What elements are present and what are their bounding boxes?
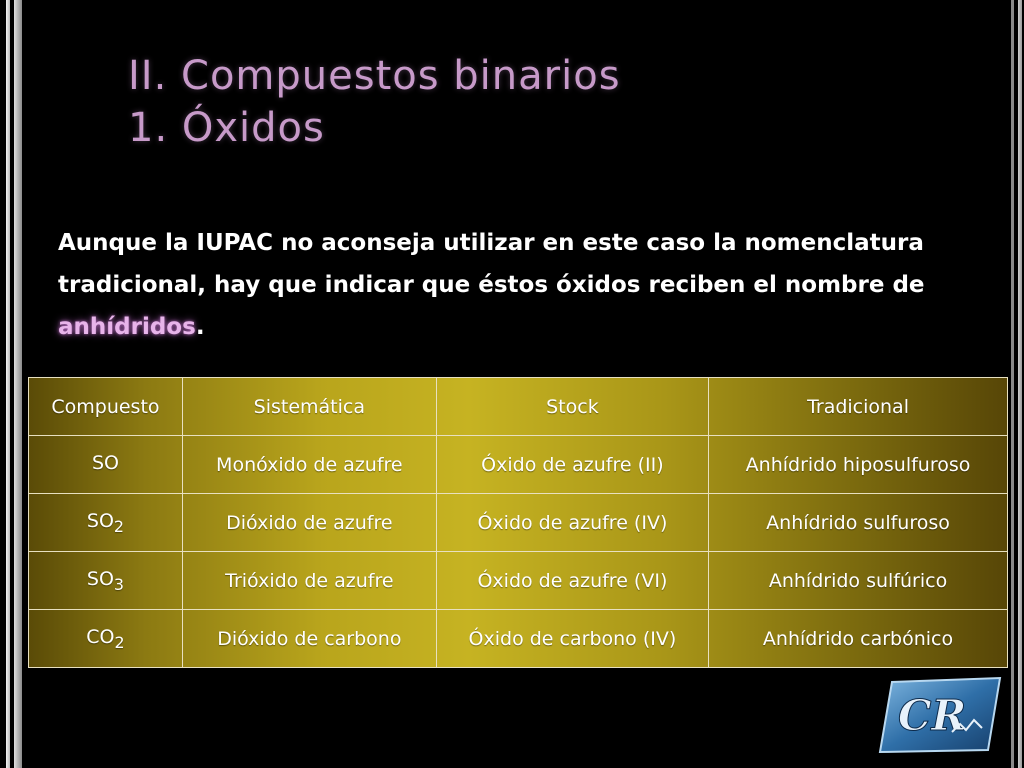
formula-subscript: 2: [114, 632, 125, 652]
right-border-line: [1011, 0, 1014, 768]
left-border-line: [14, 0, 22, 768]
body-text-start: Aunque la IUPAC no aconseja utilizar en este caso la nomenclatura tradicional, hay que indicar que éstos óxidos reciben el nombre de: [58, 230, 925, 298]
cell-sistematica: Dióxido de carbono: [182, 610, 436, 668]
highlight-term: anhídridos: [58, 314, 196, 340]
title-line-1: II. Compuestos binarios: [128, 53, 621, 99]
formula-base: SO: [91, 451, 119, 474]
cell-stock: Óxido de azufre (VI): [436, 552, 708, 610]
formula-base: CO: [86, 625, 115, 648]
formula-subscript: 3: [113, 574, 124, 594]
cell-sistematica: Monóxido de azufre: [182, 436, 436, 494]
formula-base: SO: [86, 567, 114, 590]
header-tradicional: Tradicional: [709, 378, 1008, 436]
svg-text:CR: CR: [898, 691, 967, 740]
table-row: [29, 610, 1008, 668]
formula-subscript: 2: [113, 516, 124, 536]
cell-tradicional: Anhídrido sulfúrico: [709, 552, 1008, 610]
cell-stock: Óxido de azufre (II): [436, 436, 708, 494]
left-border-line: [6, 0, 10, 768]
title-line-2: 1. Óxidos: [128, 105, 325, 151]
cell-sistematica: Dióxido de azufre: [182, 494, 436, 552]
right-border-line: [1018, 0, 1022, 768]
cell-sistematica: Trióxido de azufre: [182, 552, 436, 610]
table-header-row: [29, 378, 1008, 436]
table-row: [29, 436, 1008, 494]
cr-logo-icon: [878, 676, 1002, 754]
formula-base: SO: [86, 509, 114, 532]
header-sistematica: Sistemática: [182, 378, 436, 436]
body-paragraph: [58, 222, 958, 348]
slide-title: [128, 50, 621, 154]
cell-tradicional: Anhídrido hiposulfuroso: [709, 436, 1008, 494]
cell-tradicional: Anhídrido sulfuroso: [709, 494, 1008, 552]
cell-formula: [29, 610, 183, 668]
oxides-table: [28, 377, 1008, 668]
right-border-decoration: [1008, 0, 1024, 768]
cell-formula: [29, 436, 183, 494]
header-compuesto: Compuesto: [29, 378, 183, 436]
cell-stock: Óxido de azufre (IV): [436, 494, 708, 552]
left-border-decoration: [0, 0, 26, 768]
table-row: [29, 552, 1008, 610]
body-text-end: .: [195, 314, 205, 340]
cell-tradicional: Anhídrido carbónico: [709, 610, 1008, 668]
table-row: [29, 494, 1008, 552]
header-stock: Stock: [436, 378, 708, 436]
cell-stock: Óxido de carbono (IV): [436, 610, 708, 668]
cell-formula: [29, 494, 183, 552]
cell-formula: [29, 552, 183, 610]
